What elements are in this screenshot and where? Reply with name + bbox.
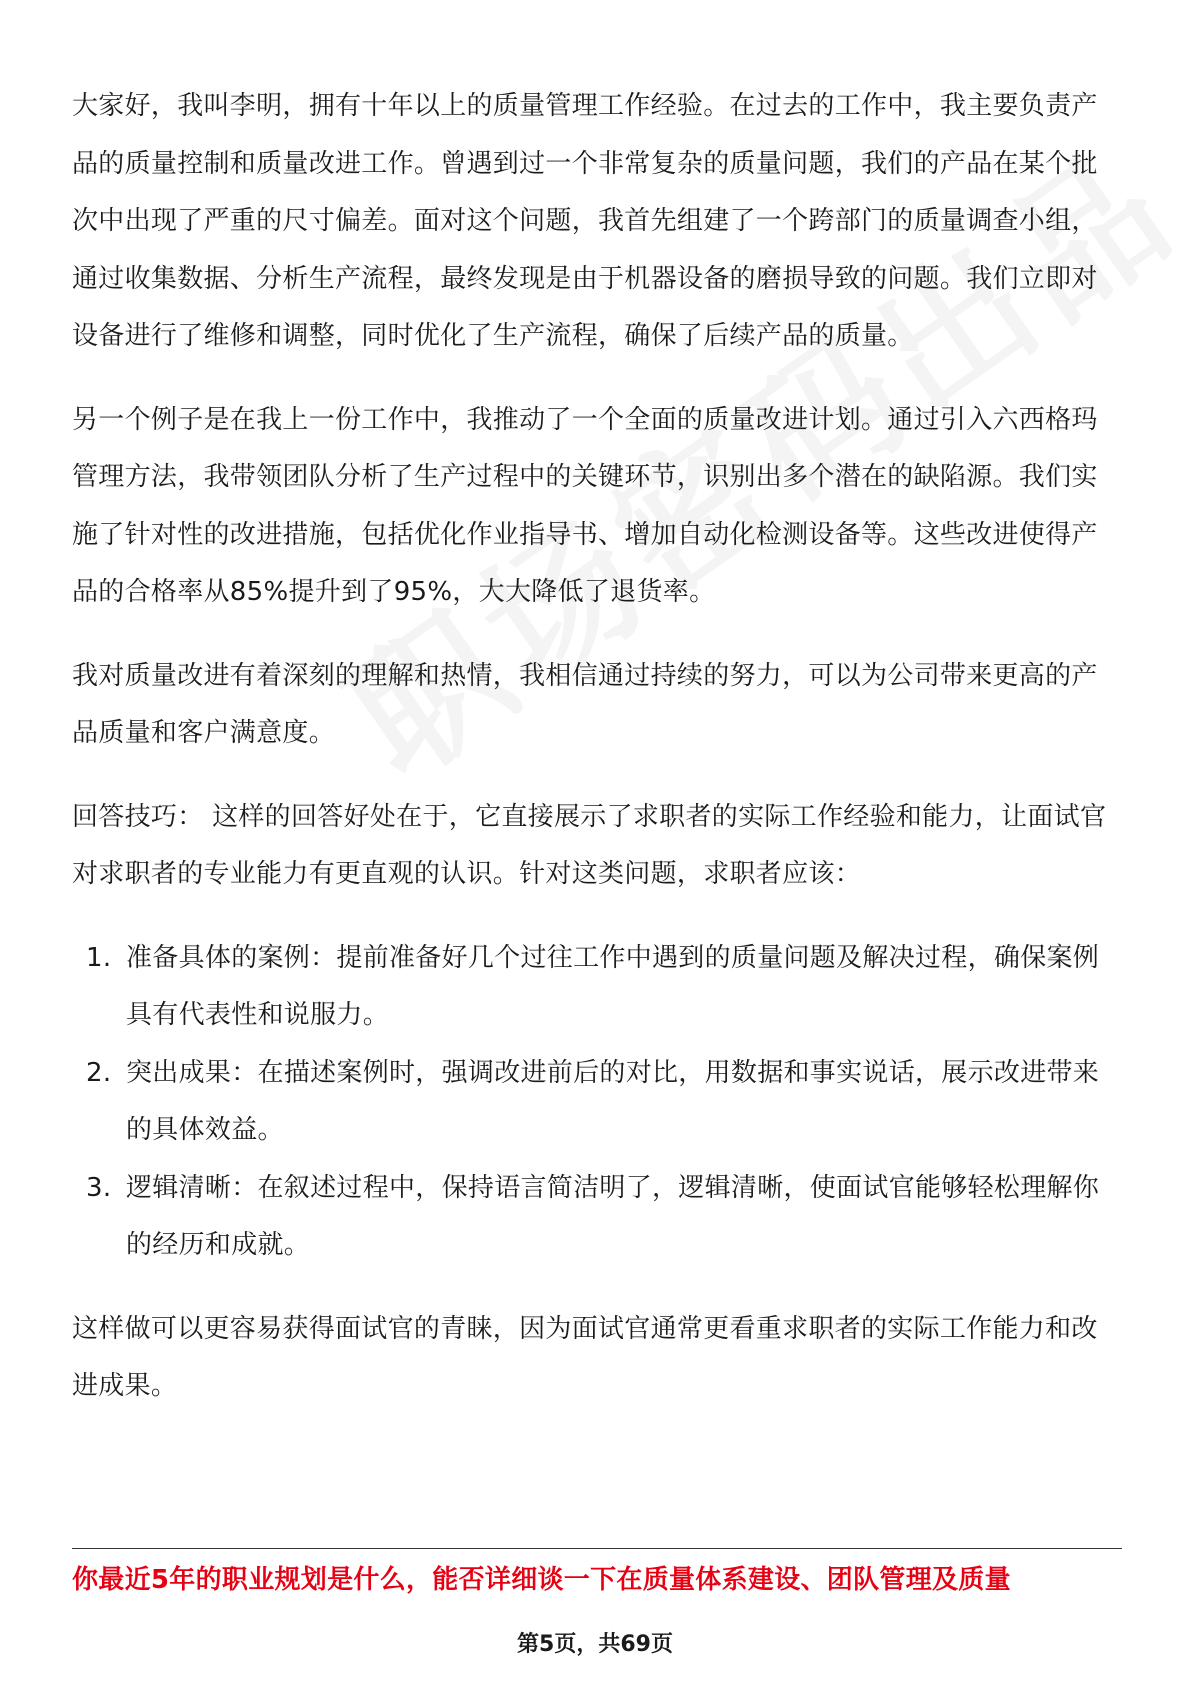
next-question-heading: 你最近5年的职业规划是什么，能否详细谈一下在质量体系建设、团队管理及质量 <box>72 1565 1011 1595</box>
paragraph-answer-closing: 我对质量改进有着深刻的理解和热情，我相信通过持续的努力，可以为公司带来更高的产品质量和客户满意度。 <box>72 660 1098 748</box>
tips-list <box>72 930 1122 1275</box>
list-item <box>72 930 1122 1045</box>
paragraph-summary: 这样做可以更容易获得面试官的青睐，因为面试官通常更看重求职者的实际工作能力和改进成果。 <box>72 1313 1098 1401</box>
paragraph-answer-intro: 大家好，我叫李明，拥有十年以上的质量管理工作经验。在过去的工作中，我主要负责产品的质量控制和质量改进工作。曾遇到过一个非常复杂的质量问题，我们的产品在某个批次中出现了严重的尺寸偏差。面对这个问题，我首先组建了一个跨部门的质量调查小组，通过收集数据、分析生产流程，最终发现是由于机器设备的磨损导致的问题。我们立即对设备进行了维修和调整，同时优化了生产流程，确保了后续产品的质量。 <box>72 91 1098 351</box>
list-item-text: 突出成果：在描述案例时，强调改进前后的对比，用数据和事实说话，展示改进带来的具体效益。 <box>126 1057 1100 1145</box>
page-number-footer: 第5页，共69页 <box>517 1632 673 1657</box>
list-item-text: 准备具体的案例：提前准备好几个过往工作中遇到的质量问题及解决过程，确保案例具有代表性和说服力。 <box>126 942 1100 1030</box>
list-number: 2. <box>86 1057 112 1088</box>
paragraph-answer-example: 另一个例子是在我上一份工作中，我推动了一个全面的质量改进计划。通过引入六西格玛管理方法，我带领团队分析了生产过程中的关键环节，识别出多个潜在的缺陷源。我们实施了针对性的改进措施，包括优化作业指导书、增加自动化检测设备等。这些改进使得产品的合格率从85%提升到了95%，大大降低了退货率。 <box>72 404 1098 607</box>
section-divider <box>72 1548 1122 1549</box>
list-item-text: 逻辑清晰：在叙述过程中，保持语言简洁明了，逻辑清晰，使面试官能够轻松理解你的经历和成就。 <box>126 1172 1100 1260</box>
list-item <box>72 1160 1122 1275</box>
list-item <box>72 1045 1122 1160</box>
document-body <box>72 78 1122 1416</box>
list-number: 3. <box>86 1172 112 1203</box>
list-number: 1. <box>86 942 112 973</box>
paragraph-answer-tips: 回答技巧： 这样的回答好处在于，它直接展示了求职者的实际工作经验和能力，让面试官对求职者的专业能力有更直观的认识。针对这类问题，求职者应该： <box>72 801 1107 889</box>
